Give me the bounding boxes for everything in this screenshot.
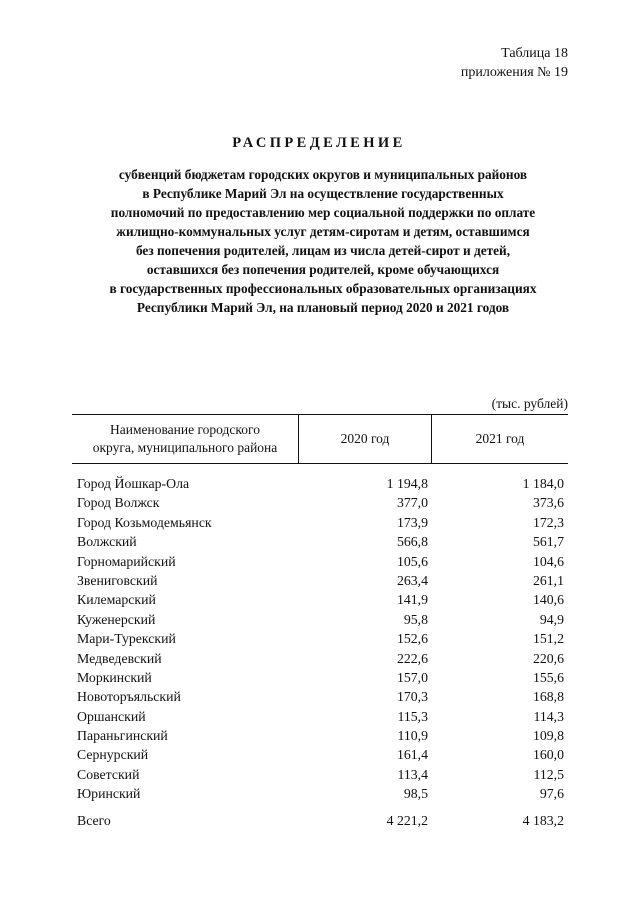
table-header bbox=[72, 414, 568, 464]
row-value-2021: 561,7 bbox=[532, 534, 564, 550]
row-value-2021: 220,6 bbox=[532, 650, 564, 666]
table-row bbox=[77, 629, 568, 648]
row-name: Оршанский bbox=[77, 708, 146, 724]
header-name-column bbox=[72, 415, 299, 463]
row-name: Город Волжск bbox=[77, 495, 160, 511]
table-row bbox=[77, 610, 568, 629]
row-value-2020: 222,6 bbox=[396, 650, 428, 666]
row-value-2021: 94,9 bbox=[539, 611, 564, 627]
row-value-2021: 261,1 bbox=[532, 572, 564, 588]
subtitle-line: оставшихся без попечения родителей, кроме обучающихся bbox=[146, 262, 500, 277]
unit-label: (тыс. рублей) bbox=[491, 396, 568, 411]
table-row bbox=[77, 765, 568, 784]
subtitle-line: жилищно-коммунальных услуг детям-сиротам и детям, оставшимся bbox=[116, 224, 530, 239]
row-value-2021: 104,6 bbox=[532, 553, 564, 569]
appendix-label: приложения № 19 bbox=[460, 65, 568, 80]
table-row bbox=[77, 571, 568, 590]
row-value-2020: 173,9 bbox=[396, 514, 428, 530]
subtitle-line: в Республике Марий Эл на осуществление государственных bbox=[142, 186, 504, 201]
row-value-2021: 172,3 bbox=[532, 514, 564, 530]
row-value-2020: 141,9 bbox=[396, 592, 428, 608]
table-label: Таблица 18 bbox=[501, 46, 568, 61]
row-value-2020: 105,6 bbox=[396, 553, 428, 569]
subtitle-line: полномочий по предоставлению мер социальной поддержки по оплате bbox=[110, 205, 536, 220]
row-value-2020: 377,0 bbox=[396, 495, 428, 511]
row-name: Горномарийский bbox=[77, 553, 176, 569]
row-value-2021: 155,6 bbox=[532, 669, 564, 685]
row-value-2020: 170,3 bbox=[396, 689, 428, 705]
row-value-2021: 168,8 bbox=[532, 689, 564, 705]
row-value-2020: 95,8 bbox=[403, 611, 428, 627]
row-name: Медведевский bbox=[77, 650, 162, 666]
table-row bbox=[77, 493, 568, 512]
row-value-2020: 113,4 bbox=[397, 766, 428, 782]
row-value-2021: 112,5 bbox=[533, 766, 564, 782]
row-value-2020: 115,3 bbox=[397, 708, 428, 724]
subtitle-line: в государственных профессиональных образовательных организациях bbox=[109, 281, 537, 296]
table-row bbox=[77, 784, 568, 803]
table-body bbox=[77, 474, 568, 804]
row-name: Параньгинский bbox=[77, 728, 168, 744]
row-value-2020: 98,5 bbox=[403, 786, 428, 802]
header-year-2021: 2021 год bbox=[475, 431, 525, 446]
table-row bbox=[77, 513, 568, 532]
row-value-2020: 152,6 bbox=[396, 631, 428, 647]
row-name: Звениговский bbox=[77, 572, 158, 588]
row-name: Куженерский bbox=[77, 611, 156, 627]
row-name: Килемарский bbox=[77, 592, 156, 608]
document-title: РАСПРЕДЕЛЕНИЕ bbox=[232, 135, 406, 151]
row-name: Мари-Турекский bbox=[77, 631, 176, 647]
row-value-2021: 109,8 bbox=[532, 728, 564, 744]
row-name: Сернурский bbox=[77, 747, 149, 763]
row-name: Советский bbox=[77, 766, 140, 782]
row-name: Город Козьмодемьянск bbox=[77, 514, 212, 530]
row-value-2020: 1 194,8 bbox=[386, 476, 428, 491]
subtitle-line: субвенций бюджетам городских округов и муниципальных районов bbox=[118, 167, 528, 182]
total-value-2020: 4 221,2 bbox=[386, 813, 428, 828]
total-value-2021: 4 183,2 bbox=[522, 813, 564, 828]
row-name: Город Йошкар-Ола bbox=[77, 476, 190, 491]
table-row bbox=[77, 552, 568, 571]
table-row bbox=[77, 668, 568, 687]
subtitle-line: без попечения родителей, лицам из числа детей-сирот и детей, bbox=[135, 243, 511, 258]
table-row bbox=[77, 726, 568, 745]
row-name: Новоторъяльский bbox=[77, 689, 181, 705]
table-row bbox=[77, 745, 568, 764]
document-subtitle bbox=[60, 165, 586, 317]
row-name: Юринский bbox=[77, 786, 141, 802]
row-value-2020: 566,8 bbox=[396, 534, 428, 550]
row-value-2020: 161,4 bbox=[396, 747, 428, 763]
row-name: Моркинский bbox=[77, 669, 152, 685]
header-name-line: Наименование городского bbox=[110, 422, 260, 437]
total-label: Всего bbox=[77, 813, 111, 828]
table-reference bbox=[461, 44, 568, 82]
header-name-line: округа, муниципального района bbox=[92, 440, 278, 455]
row-value-2021: 160,0 bbox=[532, 747, 564, 763]
table-row bbox=[77, 474, 568, 493]
row-value-2021: 140,6 bbox=[532, 592, 564, 608]
table-row bbox=[77, 707, 568, 726]
row-value-2021: 114,3 bbox=[533, 708, 564, 724]
table-total-row bbox=[77, 811, 568, 831]
row-value-2020: 157,0 bbox=[396, 669, 428, 685]
table-row bbox=[77, 687, 568, 706]
row-value-2021: 1 184,0 bbox=[522, 476, 564, 491]
row-value-2021: 373,6 bbox=[532, 495, 564, 511]
table-row bbox=[77, 649, 568, 668]
row-value-2020: 263,4 bbox=[396, 572, 428, 588]
table-row bbox=[77, 532, 568, 551]
subtitle-line: Республики Марий Эл, на плановый период 2020 и 2021 годов bbox=[136, 300, 510, 315]
row-value-2021: 97,6 bbox=[539, 786, 564, 802]
table-row bbox=[77, 590, 568, 609]
header-year-2020: 2020 год bbox=[299, 415, 432, 463]
row-value-2021: 151,2 bbox=[532, 631, 564, 647]
row-name: Волжский bbox=[77, 534, 137, 550]
row-value-2020: 110,9 bbox=[397, 728, 428, 744]
